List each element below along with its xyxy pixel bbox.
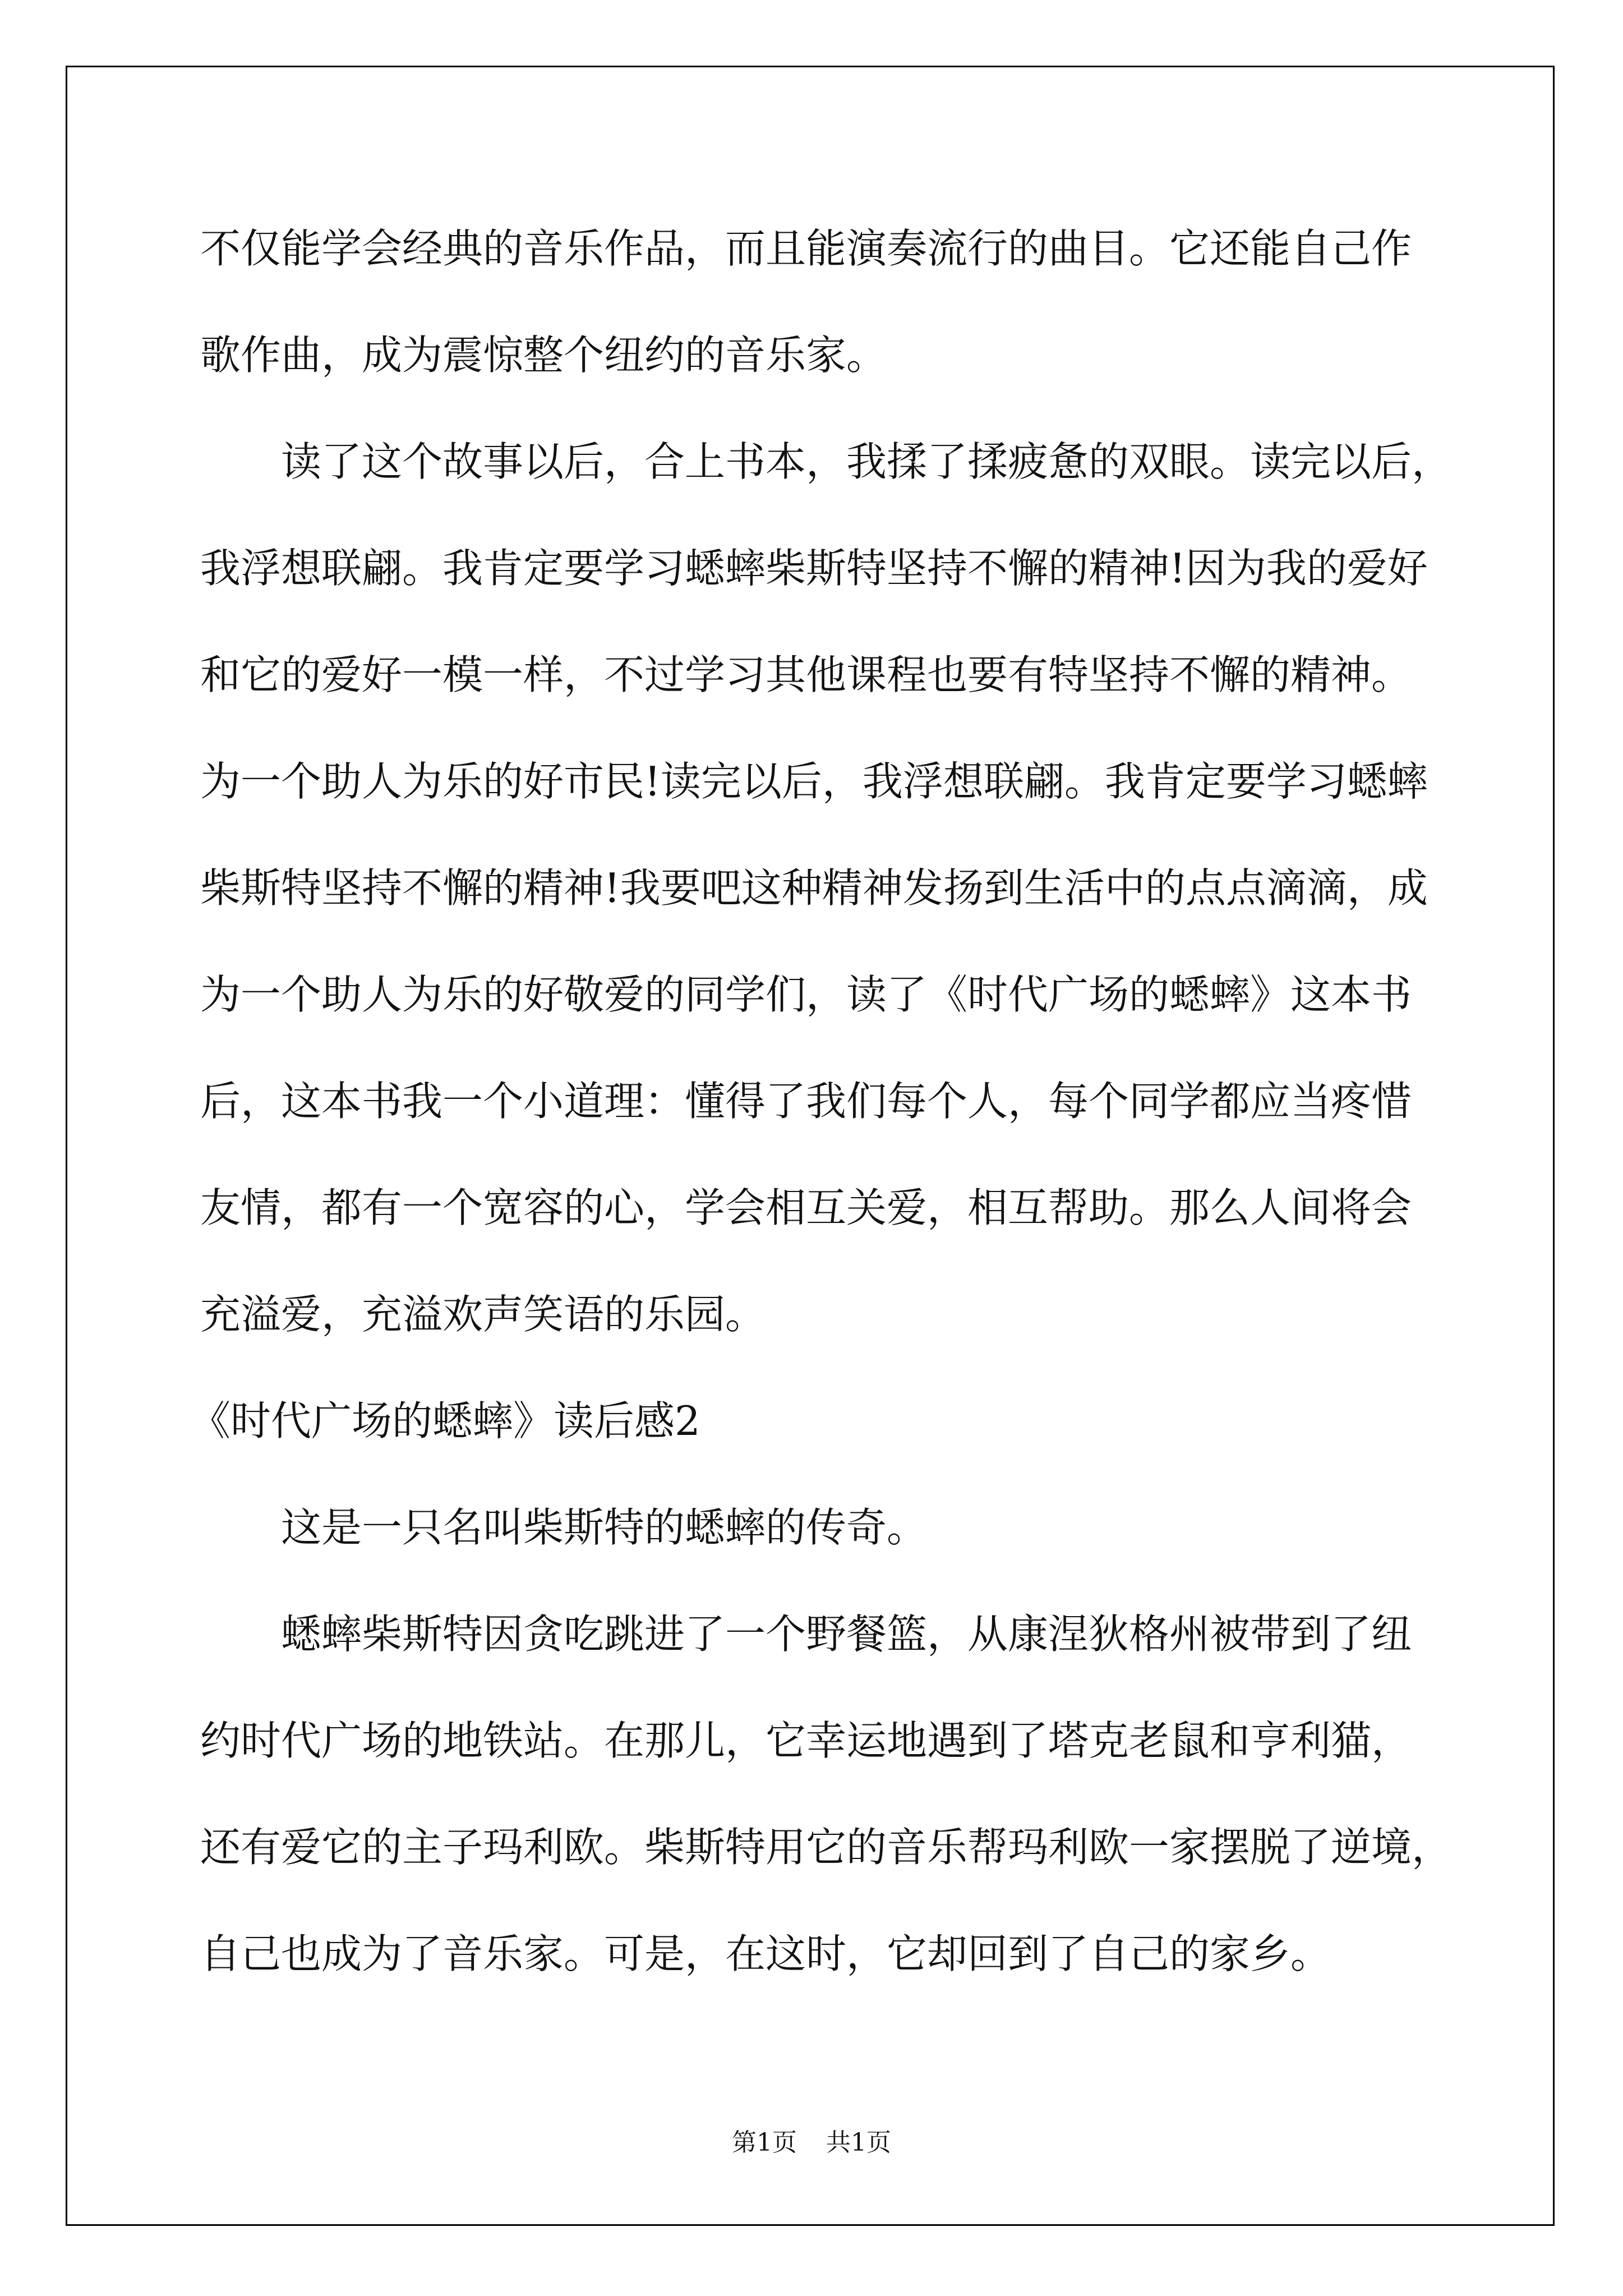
text-line: 充溢爱，充溢欢声笑语的乐园。 bbox=[200, 1291, 766, 1338]
text-line: 读了这个故事以后，合上书本，我揉了揉疲惫的双眼。读完以后， bbox=[281, 438, 1453, 485]
document-body bbox=[190, 195, 1507, 2007]
section bbox=[190, 1368, 1507, 2007]
text-line: 自己也成为了音乐家。可是，在这时，它却回到了自己的家乡。 bbox=[200, 1930, 1331, 1977]
page-number: 第1页 bbox=[732, 2128, 797, 2157]
text-line: 这是一只名叫柴斯特的蟋蟀的传奇。 bbox=[281, 1504, 928, 1551]
text-line: 歌作曲，成为震惊整个纽约的音乐家。 bbox=[200, 332, 887, 379]
paragraph bbox=[200, 1581, 1507, 2007]
page-footer bbox=[0, 2126, 1623, 2160]
text-line: 柴斯特坚持不懈的精神!我要吧这种精神发扬到生活中的点点滴滴，成 bbox=[200, 864, 1428, 912]
paragraph bbox=[200, 195, 1507, 408]
text-line: 不仅能学会经典的音乐作品，而且能演奏流行的曲目。它还能自己作 bbox=[200, 225, 1412, 272]
text-line: 约时代广场的地铁站。在那儿，它幸运地遇到了塔克老鼠和亨利猫， bbox=[200, 1717, 1412, 1764]
text-line: 和它的爱好一模一样，不过学习其他课程也要有特坚持不懈的精神。 bbox=[200, 651, 1412, 698]
paragraph bbox=[200, 408, 1507, 1368]
section-heading: 《时代广场的蟋蟀》读后感2 bbox=[190, 1397, 700, 1444]
text-line: 我浮想联翩。我肯定要学习蟋蟀柴斯特坚持不懈的精神!因为我的爱好 bbox=[200, 545, 1428, 592]
paragraph bbox=[200, 1474, 1507, 1581]
text-line: 还有爱它的主子玛利欧。柴斯特用它的音乐帮玛利欧一家摆脱了逆境， bbox=[200, 1824, 1453, 1871]
text-line: 为一个助人为乐的好敬爱的同学们，读了《时代广场的蟋蟀》这本书 bbox=[200, 971, 1412, 1018]
section bbox=[200, 195, 1507, 1368]
page-total: 共1页 bbox=[826, 2128, 891, 2157]
text-line: 友情，都有一个宽容的心，学会相互关爱，相互帮助。那么人间将会 bbox=[200, 1184, 1412, 1231]
text-line: 为一个助人为乐的好市民!读完以后，我浮想联翩。我肯定要学习蟋蟀 bbox=[200, 758, 1428, 805]
text-line: 蟋蟀柴斯特因贪吃跳进了一个野餐篮，从康涅狄格州被带到了纽 bbox=[281, 1611, 1412, 1658]
text-line: 后，这本书我一个小道理：懂得了我们每个人，每个同学都应当疼惜 bbox=[200, 1078, 1412, 1125]
